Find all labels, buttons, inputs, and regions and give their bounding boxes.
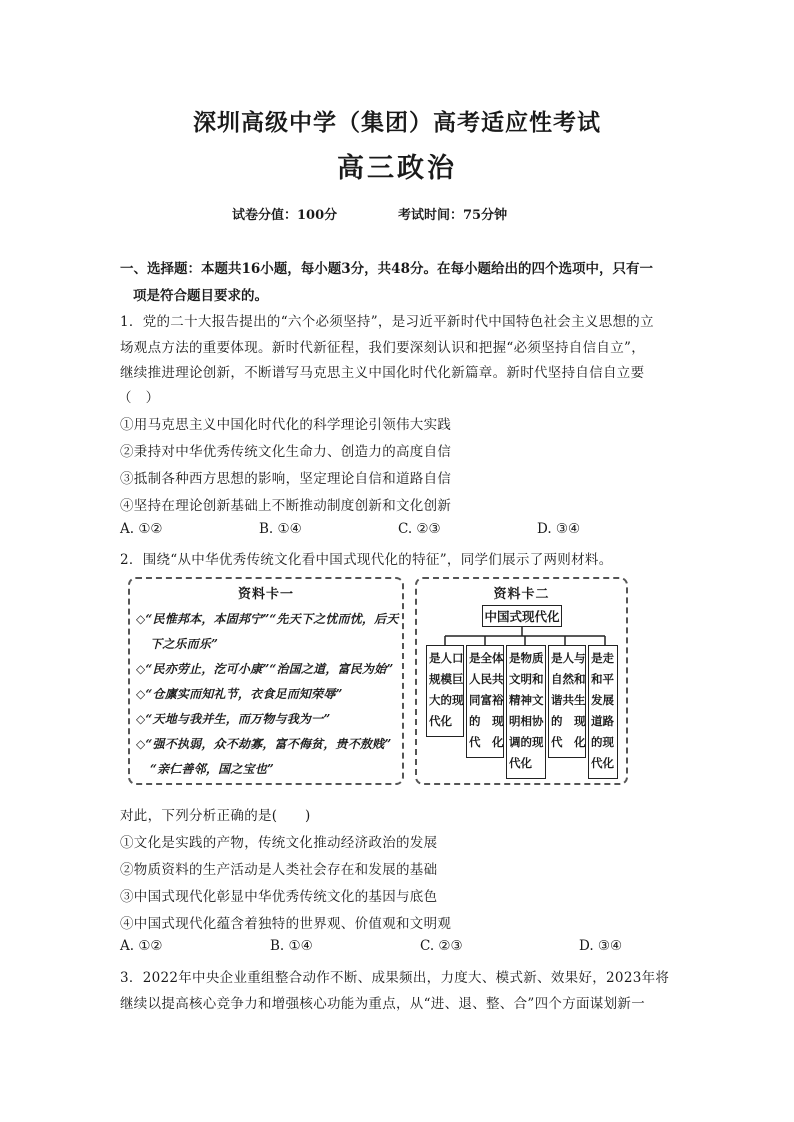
q1-answer-bracket: （ ） bbox=[118, 390, 160, 406]
exam-subject: 高三政治 bbox=[337, 153, 457, 184]
card-one-line: 下之乐而乐” bbox=[150, 637, 219, 651]
feature-text: 是全体 bbox=[469, 651, 504, 665]
feature-box-common-prosperity bbox=[466, 645, 504, 758]
q3-stem-line: 继续以提高核心竞争力和增强核心功能为重点，从“进、退、整、合”四个方面谋划新一 bbox=[120, 996, 646, 1012]
card-one-line: ◇“天地与我并生，而万物与我为一” bbox=[136, 712, 331, 726]
q2-item: ④中国式现代化蕴含着独特的世界观、价值观和文明观 bbox=[120, 916, 452, 932]
q1-item: ①用马克思主义中国化时代化的科学理论引领伟大实践 bbox=[120, 417, 452, 433]
q2-item: ③中国式现代化彰显中华优秀传统文化的基因与底色 bbox=[120, 889, 438, 905]
feature-box-harmony-nature bbox=[548, 645, 586, 758]
q2-option-b: B. ①④ bbox=[270, 938, 313, 954]
exam-title: 深圳高级中学（集团）高考适应性考试 bbox=[193, 109, 601, 136]
card-one-line: ◇“强不执弱，众不劫寡，富不侮贫，贵不敖贱” bbox=[136, 737, 392, 751]
card-one-line: ◇“民惟邦本，本固邦宁”“先天下之忧而忧，后天 bbox=[136, 612, 399, 626]
q1-item: ④坚持在理论创新基础上不断推动制度创新和文化创新 bbox=[120, 498, 452, 514]
material-card-one bbox=[128, 577, 404, 785]
q1-stem-line: 继续推进理论创新，不断谱写马克思主义中国化时代化新篇章。新时代坚持自信自立要 bbox=[120, 365, 645, 381]
feature-text: 自然和 bbox=[551, 672, 586, 686]
feature-text: 大的现 bbox=[429, 693, 464, 707]
feature-text: 明相协 bbox=[509, 714, 544, 728]
feature-text: 的 现 bbox=[551, 714, 586, 728]
card-one-line: ◇“仓廪实而知礼节，衣食足而知荣辱” bbox=[136, 687, 343, 701]
feature-text: 道路 bbox=[591, 714, 614, 728]
feature-text: 代化 bbox=[429, 714, 452, 728]
feature-text: 和平 bbox=[591, 672, 614, 686]
q2-stem: 2．围绕“从中华优秀传统文化看中国式现代化的特征”，同学们展示了两则材料。 bbox=[120, 552, 613, 568]
feature-text: 谐共生 bbox=[551, 693, 586, 707]
feature-text: 是人与 bbox=[551, 651, 586, 665]
feature-text: 规模巨 bbox=[429, 672, 464, 686]
card-one-line: “亲仁善邻，国之宝也” bbox=[150, 762, 275, 776]
q2-option-d: D. ③④ bbox=[579, 938, 623, 954]
feature-text: 人民共 bbox=[469, 672, 504, 686]
feature-text: 代 化 bbox=[551, 735, 586, 749]
feature-text: 代化 bbox=[591, 756, 614, 770]
feature-text: 是走 bbox=[591, 651, 614, 665]
q1-option-c: C. ②③ bbox=[398, 521, 441, 537]
q2-item: ①文化是实践的产物，传统文化推动经济政治的发展 bbox=[120, 835, 438, 851]
q1-option-a: A. ①② bbox=[120, 521, 163, 537]
q1-option-b: B. ①④ bbox=[259, 521, 302, 537]
feature-text: 是物质 bbox=[509, 651, 544, 665]
q1-item: ③抵制各种西方思想的影响，坚定理论自信和道路自信 bbox=[120, 471, 452, 487]
exam-time: 考试时间：75分钟 bbox=[398, 208, 508, 223]
feature-box-material-spiritual bbox=[506, 645, 546, 779]
feature-box-peaceful-development bbox=[588, 645, 618, 779]
q2-option-c: C. ②③ bbox=[420, 938, 463, 954]
feature-text: 调的现 bbox=[509, 735, 544, 749]
card-two-title: 资料卡二 bbox=[493, 587, 550, 602]
q2-prompt: 对此，下列分析正确的是( ) bbox=[120, 808, 311, 824]
material-card-two bbox=[415, 577, 628, 785]
feature-text: 发展 bbox=[591, 693, 614, 707]
feature-box-population bbox=[426, 645, 464, 737]
q1-option-d: D. ③④ bbox=[537, 521, 581, 537]
feature-text: 文明和 bbox=[509, 672, 544, 686]
q1-stem-line: 1．党的二十大报告提出的“六个必须坚持”，是习近平新时代中国特色社会主义思想的立 bbox=[120, 314, 654, 330]
q1-item: ②秉持对中华优秀传统文化生命力、创造力的高度自信 bbox=[120, 444, 452, 460]
feature-text: 精神文 bbox=[509, 693, 544, 707]
card-one-line: ◇“民亦劳止，汔可小康”“治国之道，富民为始” bbox=[136, 662, 394, 676]
feature-text: 的 现 bbox=[469, 714, 504, 728]
chinese-modernization-root: 中国式现代化 bbox=[482, 605, 562, 627]
q3-stem-line: 3．2022年中央企业重组整合动作不断、成果频出，力度大、模式新、效果好，2023年将 bbox=[120, 970, 670, 986]
q2-option-a: A. ①② bbox=[120, 938, 163, 954]
feature-text: 代化 bbox=[509, 756, 532, 770]
section-header-line1: 一、选择题：本题共16小题，每小题3分，共48分。在每小题给出的四个选项中，只有一 bbox=[120, 261, 653, 277]
section-header-line2: 项是符合题目要求的。 bbox=[133, 288, 268, 304]
feature-text: 同富裕 bbox=[469, 693, 504, 707]
exam-score: 试卷分值：100分 bbox=[232, 208, 338, 223]
feature-text: 的现 bbox=[591, 735, 614, 749]
feature-text: 代 化 bbox=[469, 735, 504, 749]
q1-stem-line: 场观点方法的重要体现。新时代新征程，我们要深刻认识和把握“必须坚持自信自立”， bbox=[120, 340, 646, 356]
card-one-title: 资料卡一 bbox=[237, 587, 294, 602]
feature-text: 是人口 bbox=[429, 651, 464, 665]
q2-item: ②物质资料的生产活动是人类社会存在和发展的基础 bbox=[120, 862, 438, 878]
